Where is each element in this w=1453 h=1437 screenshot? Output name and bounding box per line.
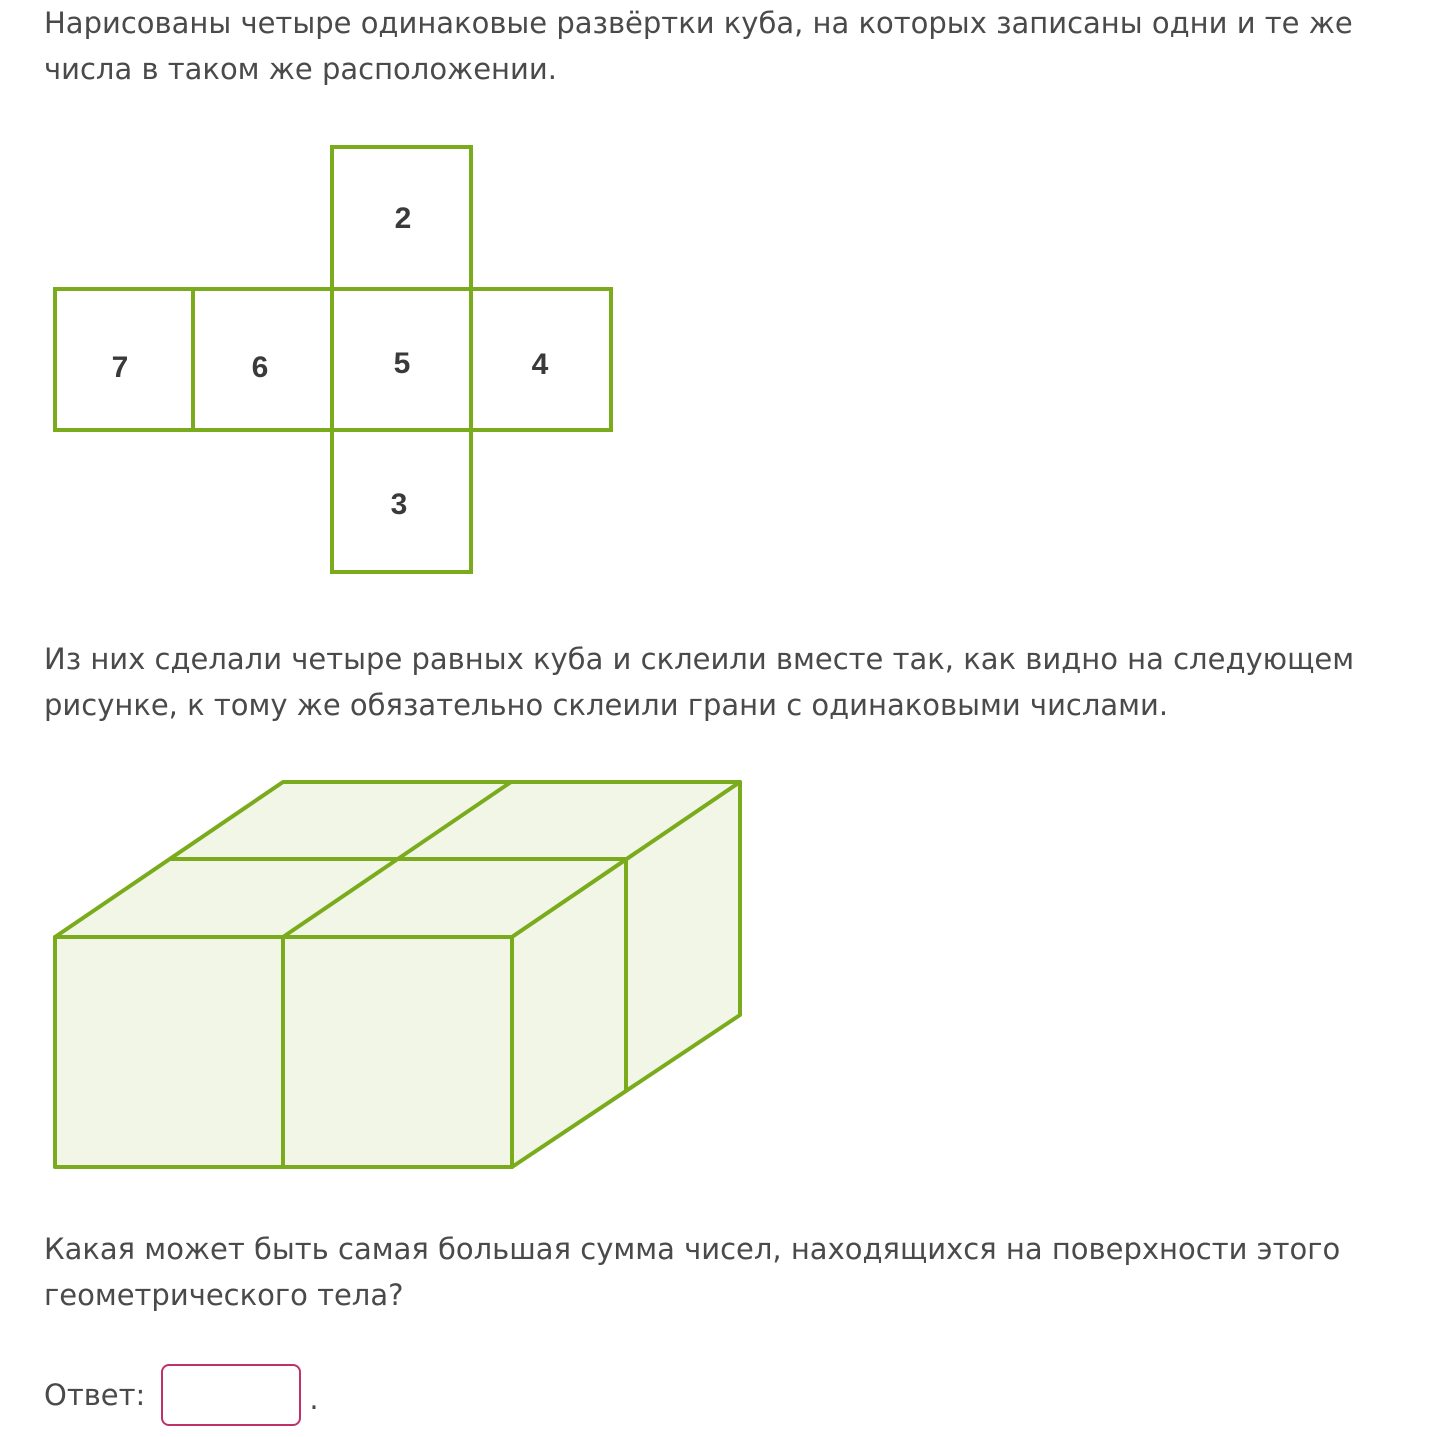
answer-suffix: . xyxy=(309,1382,319,1416)
net-number-right: 4 xyxy=(531,348,549,381)
net-number-center: 5 xyxy=(393,347,411,380)
answer-row xyxy=(44,1362,319,1428)
net-number-left-outer: 7 xyxy=(111,351,129,384)
answer-label: Ответ: xyxy=(44,1378,146,1412)
glued-cubes-figure xyxy=(50,778,746,1173)
answer-input[interactable] xyxy=(161,1364,301,1426)
cube-net-figure xyxy=(50,142,616,578)
net-number-left-inner: 6 xyxy=(251,351,269,384)
net-number-top: 2 xyxy=(394,202,412,235)
question-paragraph-2: Из них сделали четыре равных куба и склеили вместе так, как видно на следующем рисунке, к тому же обязательно склеили грани с одинаковыми числами. xyxy=(44,642,1355,722)
net-number-bottom: 3 xyxy=(390,488,408,521)
question-paragraph-1: Нарисованы четыре одинаковые развёртки куба, на которых записаны одни и те же числа в таком же расположении. xyxy=(44,6,1353,86)
question-paragraph-3: Какая может быть самая большая сумма чисел, находящихся на поверхности этого геометрического тела? xyxy=(44,1232,1341,1312)
front-face-right-cube xyxy=(283,937,512,1167)
front-face-left-cube xyxy=(55,937,283,1167)
